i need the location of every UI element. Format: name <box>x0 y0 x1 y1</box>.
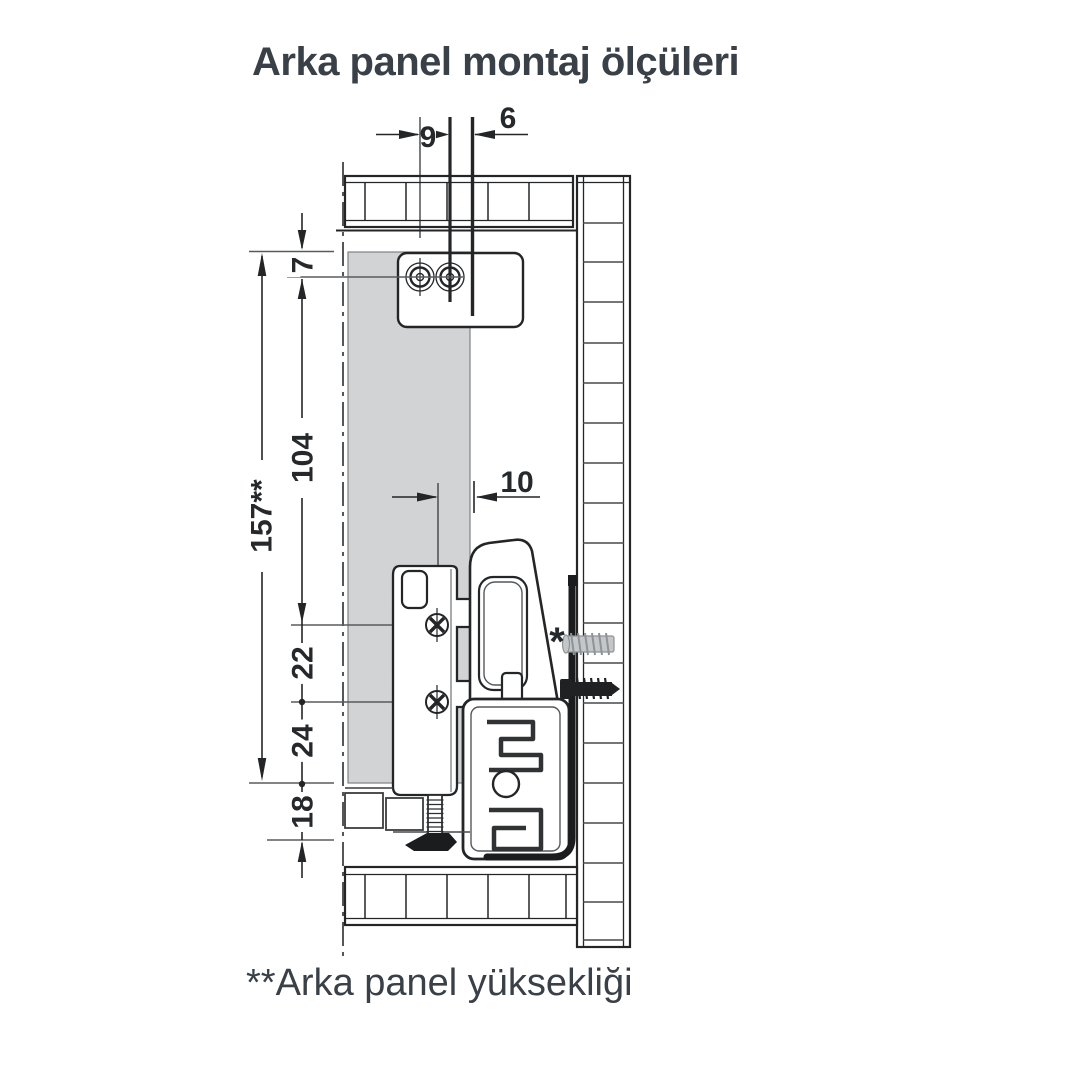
bottom-rail <box>345 867 577 925</box>
dimension-chain-left <box>287 213 320 878</box>
dim-label-7: 7 <box>286 256 320 274</box>
dim-label-10: 10 <box>500 466 534 499</box>
page-title: Arka panel montaj ölçüleri <box>252 40 740 84</box>
dim-label-22: 22 <box>286 646 320 680</box>
panel-connector-block <box>398 253 523 327</box>
lock-mechanism <box>463 673 569 859</box>
dim-label-6: 6 <box>499 102 517 135</box>
dimension-9 <box>376 121 449 154</box>
dim-label-104: 104 <box>286 432 320 484</box>
dim-label-9: 9 <box>419 121 437 154</box>
side-rail <box>577 176 630 947</box>
dim-label-24: 24 <box>286 724 320 758</box>
screw-note-asterisk: * <box>549 620 565 664</box>
dimension-157 <box>246 253 279 781</box>
top-rail <box>336 176 577 231</box>
dimension-6 <box>474 102 528 139</box>
system-screw-gray <box>563 633 615 655</box>
dim-label-18: 18 <box>286 795 320 829</box>
footnote-back-panel-height: **Arka panel yüksekliği <box>246 962 633 1004</box>
dim-label-157: 157** <box>245 479 279 553</box>
